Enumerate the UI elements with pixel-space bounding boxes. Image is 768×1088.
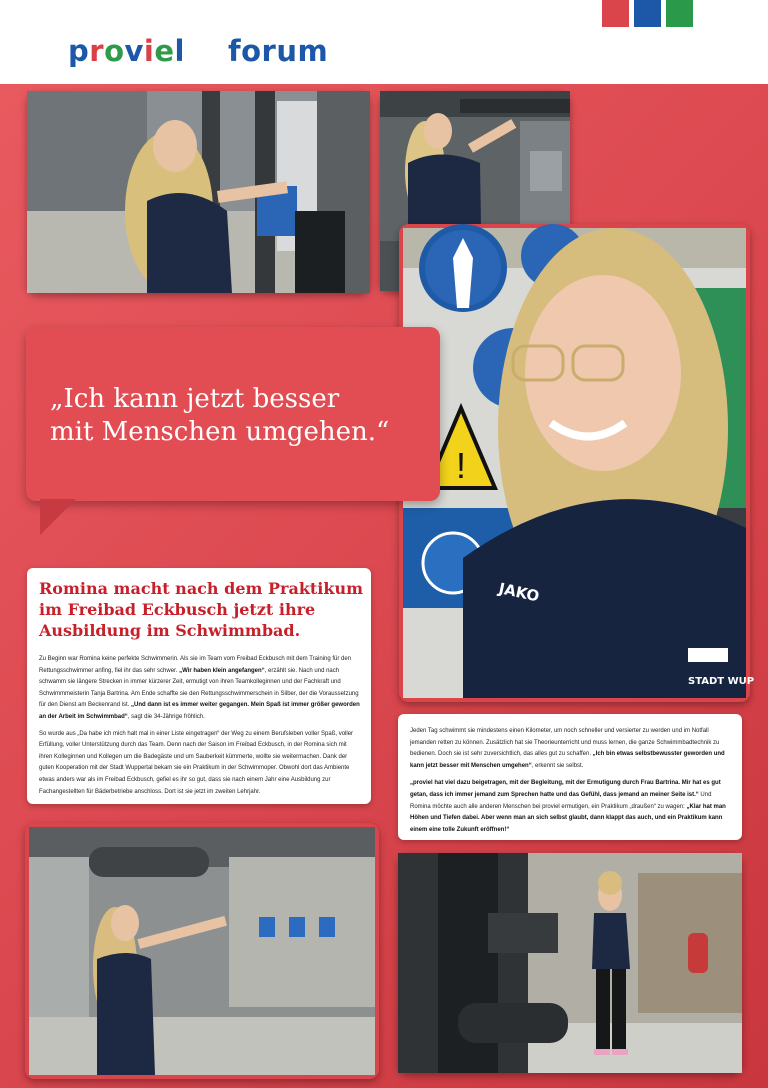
quote-line: mit Menschen umgehen.“ [50, 417, 390, 447]
quote-bubble [26, 327, 440, 501]
brand-tile-red [602, 0, 629, 27]
svg-text:!: ! [455, 445, 467, 486]
logo-letter: v [124, 34, 144, 68]
article-card-continued [398, 714, 742, 840]
quote-bubble-tail [40, 499, 76, 535]
photo-pipes [398, 853, 742, 1073]
shirt-badge: JAKO [497, 579, 541, 606]
article-card [27, 568, 371, 804]
logo-letter: r [89, 34, 105, 68]
shirt-city-text: STADT WUP [688, 676, 755, 687]
article-body [410, 726, 732, 842]
article-paragraph: „proviel hat viel dazu beigetragen, mit der Begleitung, mit der Ermutigung durch Frau Bartrina. Mir hat es gut getan, dass ich immer jemand zum Sprechen hatte und das Gefühl, dass jemand an meiner Seite ist.“ Und Romina möchte auch alle anderen Menschen bei proviel ermutigen, ein Praktikum „draußen“ zu wagen: „Klar hat man Höhen und Tiefen dabei. Aber wenn man an sich selbst glaubt, dann klappt das auch, und ein Praktikum kann einem eine tolle Zukunft eröffnen!“ [410, 780, 726, 833]
proviel-logo [68, 34, 185, 68]
page-header [0, 0, 768, 84]
logo-letter: p [68, 34, 90, 68]
article-body [39, 654, 361, 803]
headline-line: im Freibad Eckbusch jetzt ihre [39, 600, 316, 619]
article-paragraph: So wurde aus „Da habe ich mich halt mal in einer Liste eingetragen“ der Weg zu einem Berufsleben voller Spaß, voller Erfüllung, voller Unterstützung durch das Team. Denn nach der Saison im Freibad Eckbusch, in der Romina sich mit ihren Kolleginnen und Kollegen um die Badegäste und um Sauberkeit kümmerte, wollte sie weitermachen. Dank der guten Kooperation mit der Stadt Wuppertal bekam sie ein Praktikum in der Schwimmoper. Obwohl dort das Ambiente etwas anders war als im Freibad Eckbusch, gefiel es ihr so gut, dass sie nach einem Jahr eine Ausbildung zur Fachangestellten für Bäderbetriebe anschloss. Dort ist sie jetzt im zweiten Lehrjahr. [39, 730, 354, 795]
logo-letter: i [143, 34, 155, 68]
photo-filter-equipment [27, 91, 370, 293]
logo-letter: l [174, 34, 185, 68]
logo-letter: o [104, 34, 125, 68]
headline-line: Ausbildung im Schwimmbad. [39, 621, 301, 640]
photo-machine-room [25, 823, 379, 1079]
article-paragraph: Zu Beginn war Romina keine perfekte Schwimmerin. Als sie im Team vom Freibad Eckbusch mit dem Training für den Rettungsschwimmer anfing, fiel ihr das sehr schwer. „Wir haben klein angefangen“, erzählt sie. Nach und nach schwamm sie längere Strecken in immer kürzerer Zeit, ermutigt von ihren Teamkolleginnen und der Fachkraft und Schwimmmeisterin Tanja Bartrina. Am Ende schaffte sie den Rettungsschwimmerschein in Silber, der die Voraussetzung für den Dienst am Beckenrand ist. „Und dann ist es immer weiter gegangen. Mein Spaß ist immer größer geworden an der Arbeit im Schwimmbad“, sagt die 34-Jährige fröhlich. [39, 656, 360, 720]
quote-text [50, 383, 430, 449]
logo-letter: e [154, 34, 175, 68]
brand-tile-green [666, 0, 693, 27]
forum-logo: forum [228, 34, 329, 68]
headline-line: Romina macht nach dem Praktikum [39, 579, 364, 598]
quote-line: „Ich kann jetzt besser [50, 384, 340, 414]
photo-portrait [399, 224, 755, 702]
article-paragraph: Jeden Tag schwimmt sie mindestens einen Kilometer, um noch schneller und versierter zu werden und im Notfall jemanden retten zu können. Zusätzlich hat sie Theorieunterricht und muss lernen, die ganze Schwimmbadtechnik zu bedienen. Doch sie ist sehr zuversichtlich, das alles gut zu schaffen. „Ich bin etwas selbstbewusster geworden und kann jetzt besser mit Menschen umgehen“, erkennt sie selbst. [410, 728, 725, 769]
article-headline [39, 578, 365, 641]
brand-tile-blue [634, 0, 661, 27]
